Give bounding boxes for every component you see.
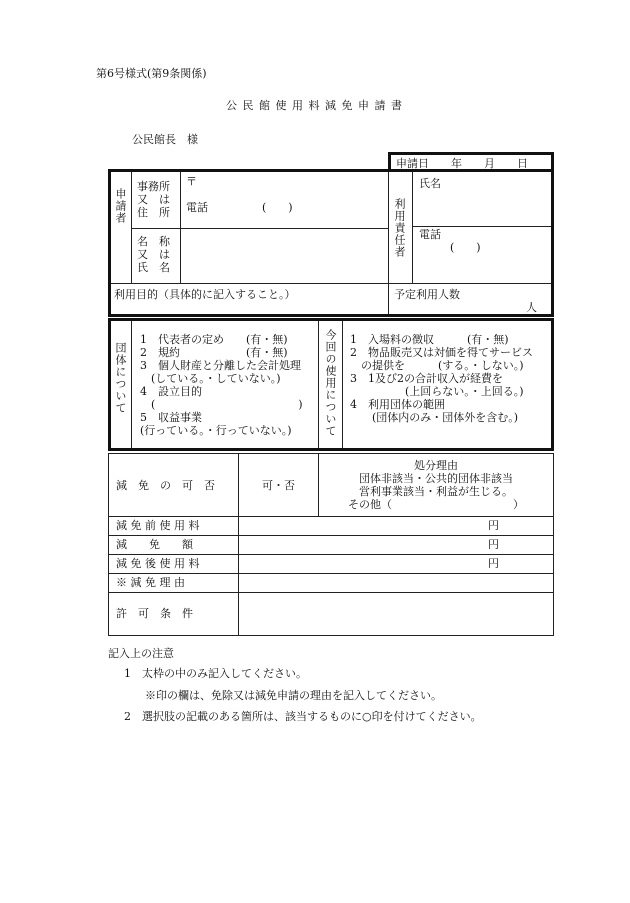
org-line: 2 規約 (有・無): [140, 346, 288, 359]
page-title: 公 民 館 使 用 料 減 免 申 請 書: [226, 99, 403, 112]
org-line: (している。・していない。): [140, 372, 281, 385]
postal-mark: 〒: [186, 175, 197, 188]
date-label: 申請日 年 月 日: [396, 157, 528, 170]
reason-line: 団体非該当・公共的団体非該当: [359, 472, 513, 485]
responsible-name-field[interactable]: [440, 176, 550, 222]
note-item: 2 選択肢の記載のある箇所は、該当するものに○印を付けてください。: [124, 710, 482, 723]
fee-row-label: 減 免 額: [116, 538, 193, 551]
decision-label: 減 免 の 可 否: [116, 479, 215, 492]
org-line: ( ): [140, 398, 303, 411]
organization-heading: 団体について: [114, 342, 127, 414]
decision-options[interactable]: 可・否: [262, 479, 295, 492]
use-line: 4 利用団体の範囲: [350, 398, 445, 411]
purpose-label: 利用目的（具体的に記入すること。）: [114, 288, 296, 301]
fee-row-label: 減 免 前 使 用 料: [116, 519, 200, 532]
note-item: ※印の欄は、免除又は減免申請の理由を記入してください。: [145, 689, 442, 702]
responsible-phone-field[interactable]: ( ): [450, 241, 481, 254]
purpose-field[interactable]: [114, 300, 384, 312]
use-line: (上回らない。・上回る。): [350, 385, 524, 398]
notes-heading: 記入上の注意: [108, 647, 174, 660]
responsible-phone-label: 電話: [419, 228, 441, 241]
organization-options[interactable]: [140, 333, 316, 437]
fee-row-unit: 円: [488, 538, 499, 551]
applicant-name-field[interactable]: [182, 230, 386, 281]
fee-row-label: 許 可 条 件: [116, 607, 193, 620]
this-use-heading: 今回の使用について: [324, 329, 337, 437]
address-label: 事務所 又 は 住 所: [137, 180, 170, 219]
name-label: 名 称 又 は 氏 名: [137, 235, 170, 274]
reason-title: 処分理由: [414, 459, 458, 472]
persons-unit: 人: [526, 301, 537, 314]
note-item: 1 太枠の中のみ記入してください。: [124, 667, 307, 680]
form-number: 第6号様式(第9条関係): [96, 67, 207, 80]
this-use-options[interactable]: [350, 333, 550, 424]
reason-line: その他（ ）: [348, 498, 524, 511]
applicant-heading: 申請者: [114, 188, 127, 224]
responsible-heading: 利用責任者: [393, 198, 406, 258]
org-line: 5 収益事業: [140, 411, 202, 424]
fee-row-label: ※ 減 免 理 由: [116, 576, 185, 589]
org-line: 4 設立目的: [140, 385, 202, 398]
reason-box[interactable]: [320, 459, 552, 511]
fee-row-label: 減 免 後 使 用 料: [116, 557, 200, 570]
use-line: 3 1及び2の合計収入が経費を: [350, 372, 503, 385]
fee-row-unit: 円: [488, 519, 499, 532]
planned-users-label: 予定利用人数: [394, 288, 460, 301]
reason-line: 営利事業該当・利益が生じる。: [359, 485, 513, 498]
use-line: (団体内のみ・団体外を含む。): [350, 411, 519, 424]
use-line: 2 物品販売又は対価を得てサービス: [350, 346, 533, 359]
applicant-phone-field[interactable]: ( ): [262, 201, 293, 214]
addressee: 公民館長 様: [132, 133, 198, 146]
applicant-phone-label: 電話: [186, 201, 208, 214]
planned-users-field[interactable]: [394, 300, 522, 313]
org-line: 3 個人財産と分離した会計処理: [140, 359, 301, 372]
org-line: 1 代表者の定め (有・無): [140, 333, 288, 346]
use-line: の提供を (する。・しない。): [350, 359, 524, 372]
responsible-name-label: 氏名: [419, 177, 441, 190]
use-line: 1 入場料の徴収 (有・無): [350, 333, 509, 346]
fee-row-unit: 円: [488, 557, 499, 570]
org-line: (行っている。・行っていない。): [140, 424, 292, 437]
